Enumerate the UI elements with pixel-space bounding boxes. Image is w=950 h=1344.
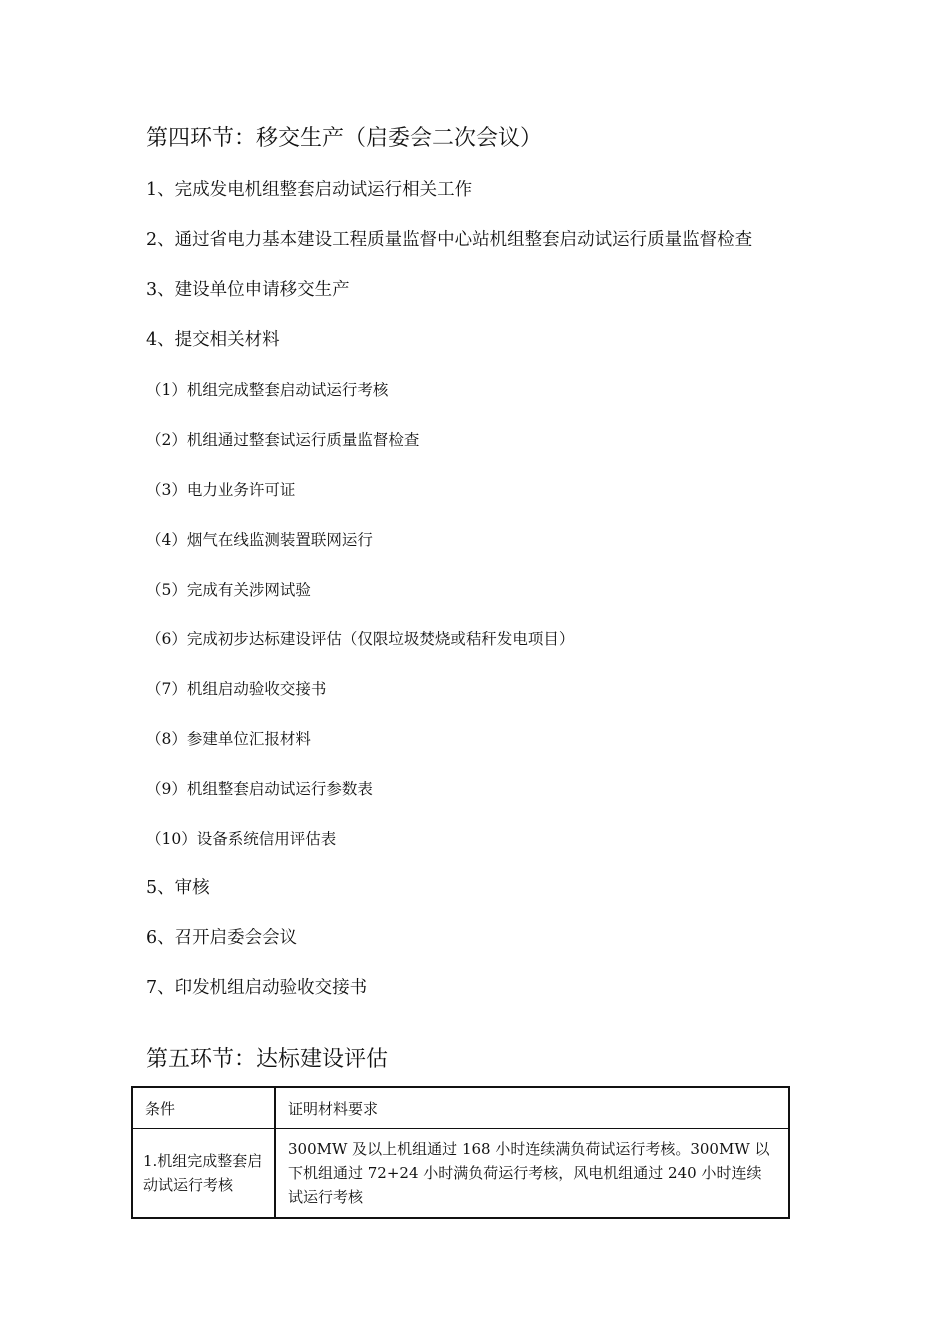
- sub-list-item: （2）机组通过整套试运行质量监督检查: [146, 431, 420, 449]
- sub-list-item: （5）完成有关涉网试验: [146, 581, 311, 599]
- sub-list-item: （1）机组完成整套启动试运行考核: [146, 381, 389, 399]
- list-item: 2、通过省电力基本建设工程质量监督中心站机组整套启动试运行质量监督检查: [146, 230, 753, 250]
- evaluation-table: [131, 1086, 790, 1219]
- list-item: 7、印发机组启动验收交接书: [146, 978, 368, 998]
- sub-list-item: （3）电力业务许可证: [146, 481, 296, 499]
- section5-heading: 第五环节：达标建设评估: [146, 1047, 389, 1072]
- sub-list-item: （6）完成初步达标建设评估（仅限垃圾焚烧或秸秆发电项目）: [146, 630, 575, 648]
- section4-heading: 第四环节：移交生产（启委会二次会议）: [146, 126, 543, 151]
- list-item: 3、建设单位申请移交生产: [146, 280, 350, 300]
- list-item: 5、审核: [146, 878, 210, 898]
- table-header-condition: 条件: [132, 1087, 275, 1129]
- sub-list-item: （7）机组启动验收交接书: [146, 680, 327, 698]
- list-item: 4、提交相关材料: [146, 330, 280, 350]
- table-cell-requirement: 300MW 及以上机组通过 168 小时连续满负荷试运行考核。300MW 以下机组通过 72+24 小时满负荷运行考核，风电机组通过 240 小时连续试运行考核: [275, 1129, 789, 1219]
- sub-list-item: （9）机组整套启动试运行参数表: [146, 780, 373, 798]
- table-header-row: [132, 1087, 789, 1129]
- table-row: [132, 1129, 789, 1219]
- table-cell-condition: 1.机组完成整套启动试运行考核: [132, 1129, 275, 1219]
- sub-list-item: （4）烟气在线监测装置联网运行: [146, 531, 373, 549]
- sub-list-item: （10）设备系统信用评估表: [146, 830, 337, 848]
- sub-list-item: （8）参建单位汇报材料: [146, 730, 311, 748]
- list-item: 6、召开启委会会议: [146, 928, 298, 948]
- list-item: 1、完成发电机组整套启动试运行相关工作: [146, 180, 473, 200]
- table-header-requirement: 证明材料要求: [275, 1087, 789, 1129]
